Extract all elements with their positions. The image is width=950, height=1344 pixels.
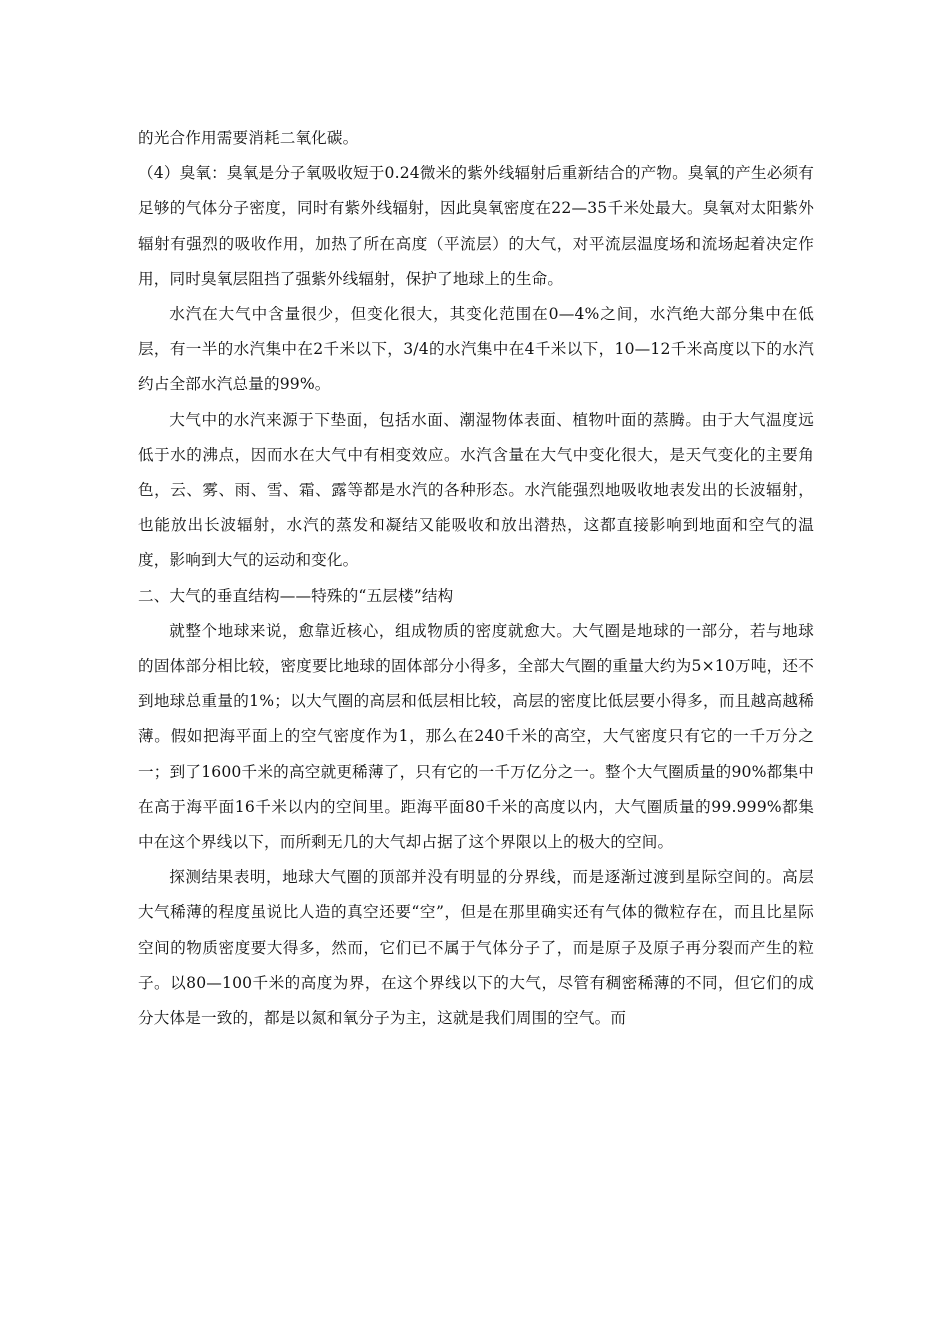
- paragraph-water-vapor-source: 大气中的水汽来源于下垫面，包括水面、潮湿物体表面、植物叶面的蒸腾。由于大气温度远低于水的沸点，因而水在大气中有相变效应。水汽含量在大气中变化很大，是天气变化的主要角色，云、雾、雨、雪、霜、露等都是水汽的各种形态。水汽能强烈地吸收地表发出的长波辐射，也能放出长波辐射，水汽的蒸发和凝结又能吸收和放出潜热，这都直接影响到地面和空气的温度，影响到大气的运动和变化。: [138, 410, 814, 570]
- paragraph-ozone: （4）臭氧：臭氧是分子氧吸收短于0.24微米的紫外线辐射后重新结合的产物。臭氧的产生必须有足够的气体分子密度，同时有紫外线辐射，因此臭氧密度在22—35千米处最大。臭氧对太阳紫外辐射有强烈的吸收作用，加热了所在高度（平流层）的大气，对平流层温度场和流场起着决定作用，同时臭氧层阻挡了强紫外线辐射，保护了地球上的生命。: [138, 164, 814, 288]
- paragraph-atmosphere-top: 探测结果表明，地球大气圈的顶部并没有明显的分界线，而是逐渐过渡到星际空间的。高层大气稀薄的程度虽说比人造的真空还要“空”，但是在那里确实还有气体的微粒存在，而且比星际空间的物质密度要大得多，然而，它们已不属于气体分子了，而是原子及原子再分裂而产生的粒子。以80—100千米的高度为界，在这个界线以下的大气，尽管有稠密稀薄的不同，但它们的成分大体是一致的，都是以氮和氧分子为主，这就是我们周围的空气。而: [138, 868, 814, 1028]
- paragraph-water-vapor-content: 水汽在大气中含量很少，但变化很大，其变化范围在0—4%之间，水汽绝大部分集中在低层，有一半的水汽集中在2千米以下，3/4的水汽集中在4千米以下，10—12千米高度以下的水汽约占全部水汽总量的99%。: [138, 305, 814, 394]
- document-body: [138, 121, 814, 1036]
- paragraph-atmosphere-density: 就整个地球来说，愈靠近核心，组成物质的密度就愈大。大气圈是地球的一部分，若与地球的固体部分相比较，密度要比地球的固体部分小得多，全部大气圈的重量大约为5×10万吨，还不到地球总重量的1%；以大气圈的高层和低层相比较，高层的密度比低层要小得多，而且越高越稀薄。假如把海平面上的空气密度作为1，那么在240千米的高空，大气密度只有它的一千万分之一；到了1600千米的高空就更稀薄了，只有它的一千万亿分之一。整个大气圈质量的90%都集中在高于海平面16千米以内的空间里。距海平面80千米的高度以内，大气圈质量的99.999%都集中在这个界线以下，而所剩无几的大气却占据了这个界限以上的极大的空间。: [138, 621, 814, 852]
- section-heading-vertical-structure: 二、大气的垂直结构——特殊的“五层楼”结构: [138, 586, 454, 605]
- paragraph-photosynthesis-end: 的光合作用需要消耗二氧化碳。: [138, 129, 359, 147]
